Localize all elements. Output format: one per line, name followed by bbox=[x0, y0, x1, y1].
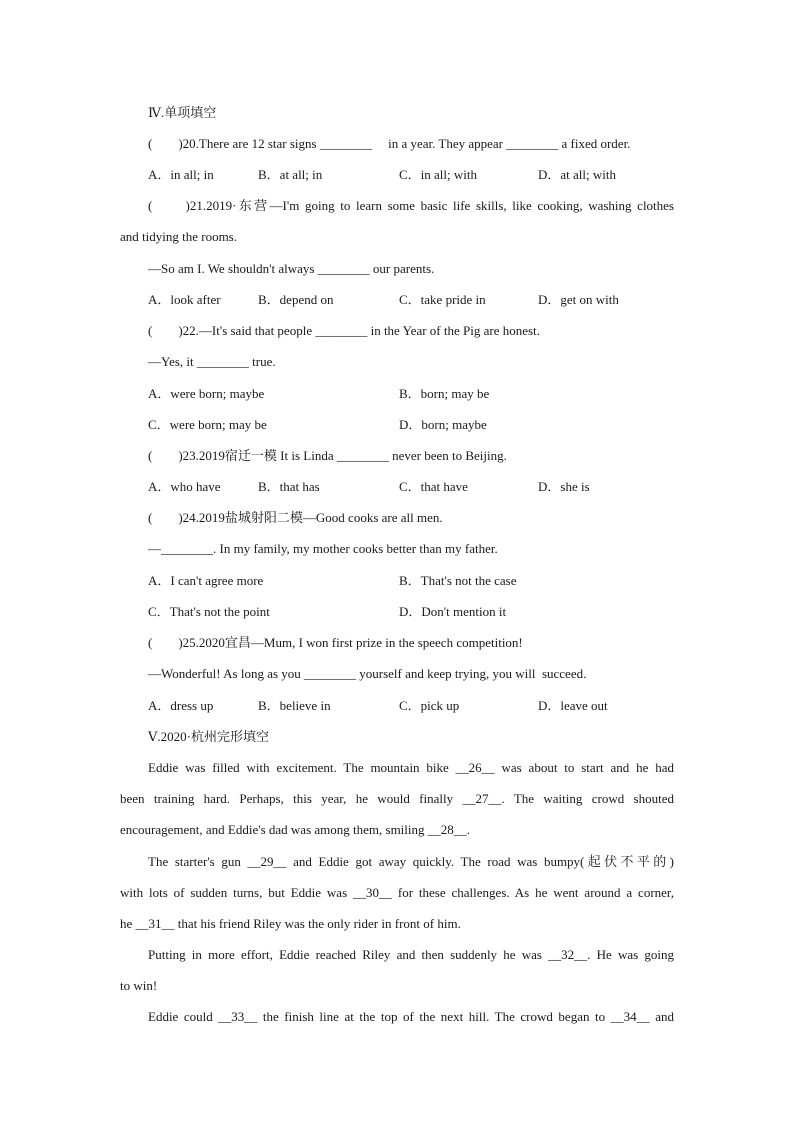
passage-line: The starter's gun __29__ and Eddie got away quickly. The road was bumpy(起伏不平的) bbox=[148, 854, 674, 869]
question-stem: ( )23.2019宿迁一模 It is Linda ________ never been to Beijing. bbox=[148, 448, 507, 463]
option-a: A．I can't agree more bbox=[148, 573, 264, 588]
option-b: B．born; may be bbox=[399, 386, 490, 401]
option-c: C．take pride in bbox=[399, 292, 486, 307]
option-c: C．pick up bbox=[399, 698, 460, 713]
passage-line: he __31__ that his friend Riley was the only rider in front of him. bbox=[120, 916, 461, 931]
passage-line: Putting in more effort, Eddie reached Riley and then suddenly he was __32__. He was going bbox=[148, 947, 674, 962]
passage-line: to win! bbox=[120, 978, 158, 993]
option-c: C．that have bbox=[399, 479, 468, 494]
question-stem: ( )24.2019盐城射阳二模—Good cooks are all men. bbox=[148, 510, 443, 525]
option-d: D．Don't mention it bbox=[399, 604, 507, 619]
option-a: A．look after bbox=[148, 292, 221, 307]
question-stem: ( )21.2019·东营—I'm going to learn some basic life skills, like cooking, washing clothes bbox=[148, 198, 674, 213]
question-stem: ( )20.There are 12 star signs ________ in a year. They appear ________ a fixed order. bbox=[148, 136, 631, 151]
option-b: B．that has bbox=[258, 479, 320, 494]
option-b: B．believe in bbox=[258, 698, 331, 713]
section-heading: Ⅴ.2020·杭州完形填空 bbox=[148, 729, 269, 744]
section-heading: Ⅳ.单项填空 bbox=[148, 105, 217, 120]
option-d: D．born; maybe bbox=[399, 417, 487, 432]
passage-line: with lots of sudden turns, but Eddie was __30__ for these challenges. As he went around a corner, bbox=[120, 885, 674, 900]
option-b: B．depend on bbox=[258, 292, 334, 307]
option-d: D．she is bbox=[538, 479, 590, 494]
question-stem-reply: —Yes, it ________ true. bbox=[148, 354, 276, 369]
question-stem-reply: —Wonderful! As long as you ________ yourself and keep trying, you will succeed. bbox=[148, 666, 587, 681]
passage-line: been training hard. Perhaps, this year, he would finally __27__. The waiting crowd shouted bbox=[120, 791, 674, 806]
option-a: A．who have bbox=[148, 479, 221, 494]
option-a: A．in all; in bbox=[148, 167, 214, 182]
option-d: D．at all; with bbox=[538, 167, 616, 182]
question-stem-reply: —________. In my family, my mother cooks better than my father. bbox=[148, 541, 498, 556]
question-stem-reply: —So am I. We shouldn't always ________ our parents. bbox=[148, 261, 435, 276]
option-d: D．leave out bbox=[538, 698, 608, 713]
option-c: C．in all; with bbox=[399, 167, 478, 182]
option-a: A．were born; maybe bbox=[148, 386, 265, 401]
option-b: B．That's not the case bbox=[399, 573, 517, 588]
option-c: C．That's not the point bbox=[148, 604, 270, 619]
option-c: C．were born; may be bbox=[148, 417, 267, 432]
passage-line: Eddie could __33__ the finish line at the top of the next hill. The crowd began to __34__ and bbox=[148, 1009, 674, 1024]
option-d: D．get on with bbox=[538, 292, 619, 307]
passage-line: Eddie was filled with excitement. The mountain bike __26__ was about to start and he had bbox=[148, 760, 674, 775]
question-stem: ( )22.—It's said that people ________ in the Year of the Pig are honest. bbox=[148, 323, 540, 338]
passage-line: encouragement, and Eddie's dad was among them, smiling __28__. bbox=[120, 822, 471, 837]
option-a: A．dress up bbox=[148, 698, 214, 713]
question-stem: ( )25.2020宜昌—Mum, I won first prize in the speech competition! bbox=[148, 635, 523, 650]
question-stem-continued: and tidying the rooms. bbox=[120, 229, 237, 244]
option-b: B．at all; in bbox=[258, 167, 323, 182]
